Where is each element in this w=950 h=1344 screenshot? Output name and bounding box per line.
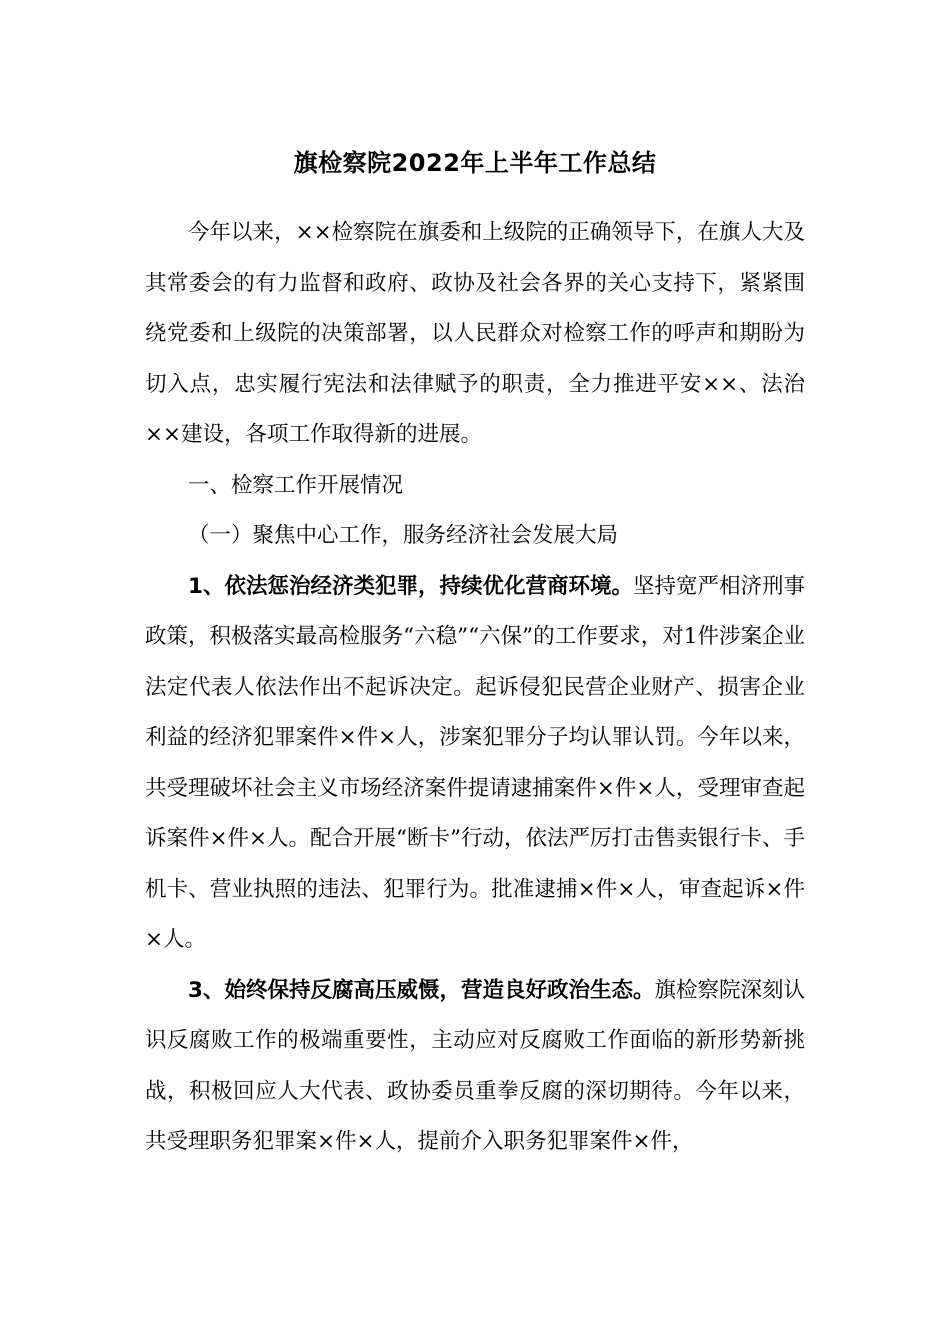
heading-text: 一、检察工作开展情况 <box>188 472 404 498</box>
document-body <box>145 208 805 1168</box>
section-heading <box>145 461 805 512</box>
subsection-heading <box>145 511 805 562</box>
item-lead: 1、依法惩治经济类犯罪，持续优化营商环境。 <box>188 573 633 599</box>
document-title: 旗检察院2022年上半年工作总结 <box>293 149 657 177</box>
paragraph-text: 旗检察院深刻认识反腐败工作的极端重要性，主动应对反腐败工作面临的新形势新挑战，积极回应人大代表、政协委员重拳反腐的深切期待。今年以来，共受理职务犯罪案×件×人，提前介入职务犯罪案件×件， <box>145 977 805 1154</box>
item-lead: 3、始终保持反腐高压威慑，营造良好政治生态。 <box>188 977 655 1003</box>
item-paragraph <box>145 562 805 966</box>
intro-paragraph <box>145 208 805 461</box>
paragraph-text: 今年以来，××检察院在旗委和上级院的正确领导下，在旗人大及其常委会的有力监督和政府、政协及社会各界的关心支持下，紧紧围绕党委和上级院的决策部署，以人民群众对检察工作的呼声和期盼为切入点，忠实履行宪法和法律赋予的职责，全力推进平安××、法治××建设，各项工作取得新的进展。 <box>145 220 805 447</box>
item-paragraph <box>145 966 805 1168</box>
paragraph-text: 坚持宽严相济刑事政策，积极落实最高检服务“六稳”“六保”的工作要求，对1件涉案企业法定代表人依法作出不起诉决定。起诉侵犯民营企业财产、损害企业利益的经济犯罪案件×件×人，涉案犯罪分子均认罪认罚。今年以来，共受理破坏社会主义市场经济案件提请逮捕案件×件×人，受理审查起诉案件×件×人。配合开展“断卡”行动，依法严厉打击售卖银行卡、手机卡、营业执照的违法、犯罪行为。批准逮捕×件×人，审查起诉×件×人。 <box>145 573 806 952</box>
heading-text: （一）聚焦中心工作，服务经济社会发展大局 <box>188 523 619 548</box>
